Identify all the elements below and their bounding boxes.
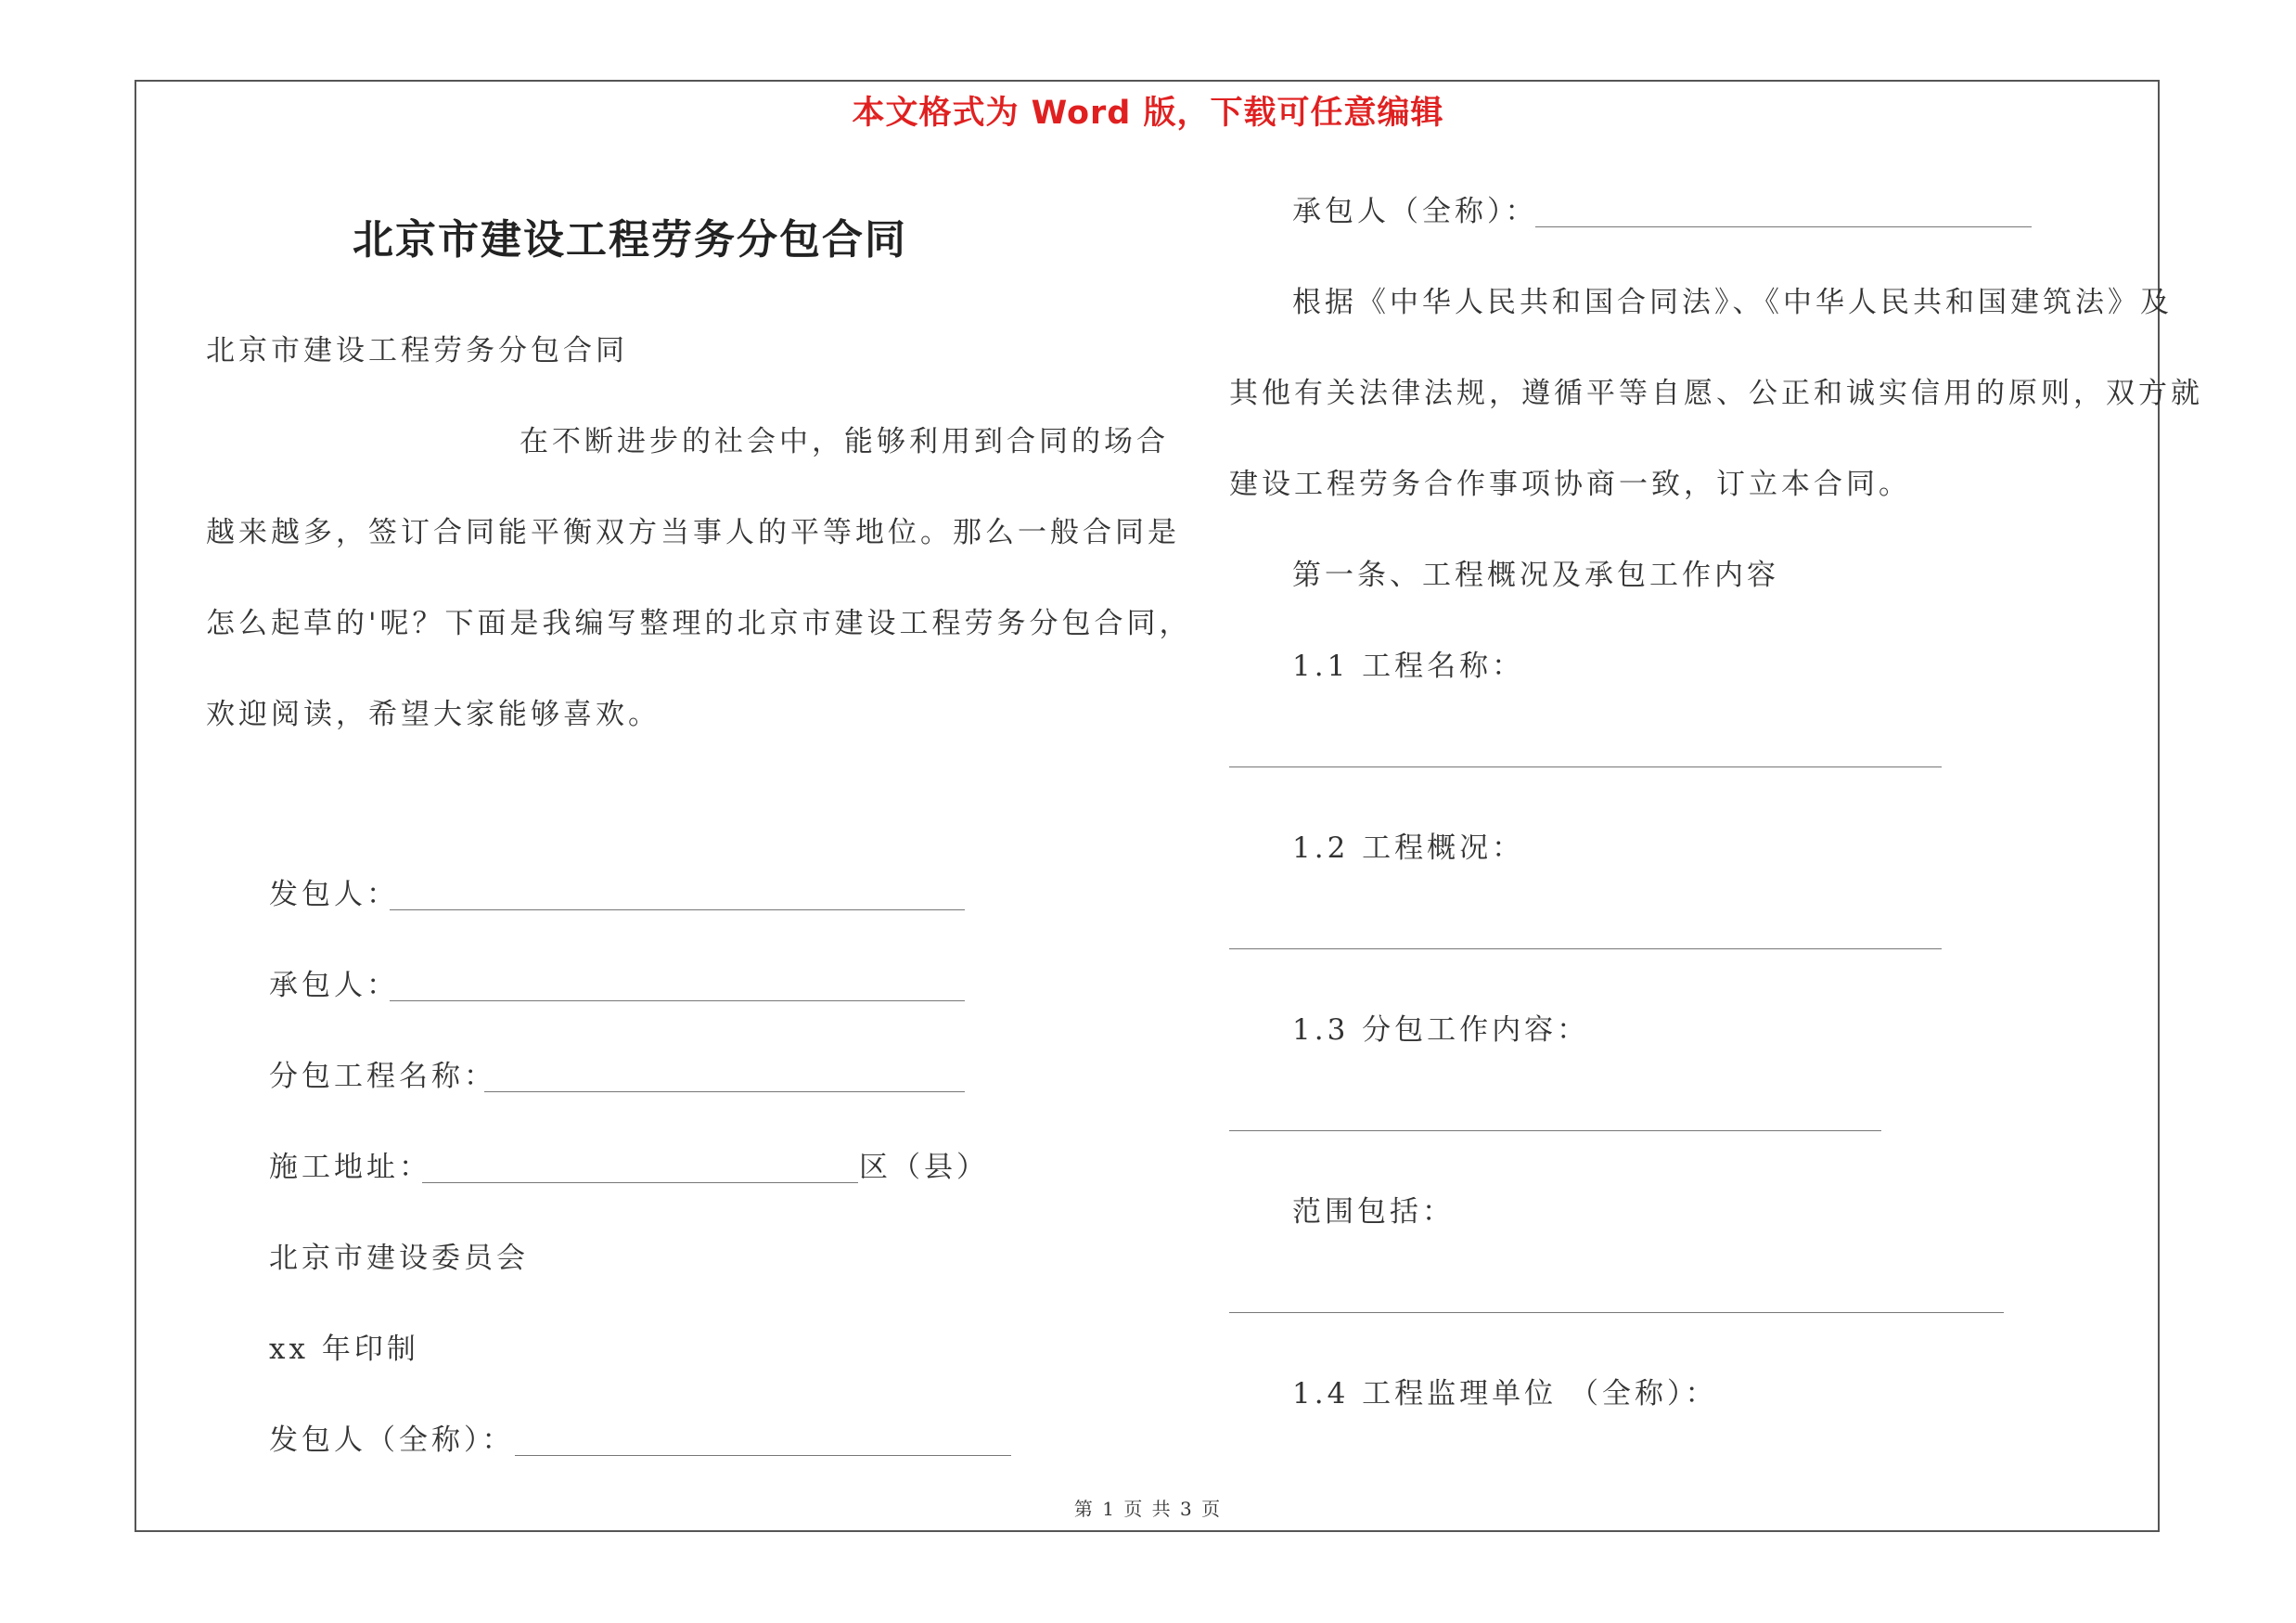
article-1-heading: 第一条、工程概况及承包工作内容 — [1292, 559, 1779, 592]
intro-line-1: 在不断进步的社会中，能够利用到合同的场合 — [519, 425, 1169, 458]
page-number-footer: 第 1 页 共 3 页 — [1073, 1498, 1223, 1520]
item-1-1-label: 1.1 工程名称： — [1292, 650, 1525, 683]
employer-label: 发包人： — [269, 878, 399, 911]
item-1-1-blank-line — [1229, 766, 1942, 767]
item-1-2-blank-line — [1229, 948, 1942, 949]
contractor-full-blank-line — [1535, 226, 2032, 227]
contractor-full-label: 承包人（全称）： — [1292, 195, 1538, 228]
scope-blank-line — [1229, 1312, 2004, 1313]
project-name-blank-line — [484, 1091, 965, 1092]
basis-line-2: 其他有关法律法规，遵循平等自愿、公正和诚实信用的原则，双方就 — [1229, 377, 2203, 410]
basis-line-3: 建设工程劳务合作事项协商一致，订立本合同。 — [1229, 468, 1911, 501]
item-1-2-label: 1.2 工程概况： — [1292, 831, 1525, 865]
left-subtitle: 北京市建设工程劳务分包合同 — [206, 334, 628, 367]
employer-full-blank-line — [515, 1455, 1011, 1456]
intro-line-2: 越来越多，签订合同能平衡双方当事人的平等地位。那么一般合同是 — [206, 516, 1180, 549]
printed-year-text: xx 年印制 — [269, 1333, 419, 1366]
item-1-3-blank-line — [1229, 1130, 1881, 1131]
address-blank-line — [422, 1182, 858, 1183]
issuer-text: 北京市建设委员会 — [269, 1242, 529, 1275]
word-format-banner: 本文格式为 Word 版，下载可任意编辑 — [852, 95, 1444, 132]
basis-line-1: 根据《中华人民共和国合同法》、《中华人民共和国建筑法》及 — [1292, 286, 2173, 319]
item-1-4-label: 1.4 工程监理单位 （全称）： — [1292, 1377, 1718, 1410]
district-suffix: 区（县） — [859, 1151, 989, 1184]
employer-full-label: 发包人（全称）： — [269, 1423, 515, 1457]
contractor-blank-line — [390, 1000, 965, 1001]
intro-line-4: 欢迎阅读，希望大家能够喜欢。 — [206, 698, 661, 731]
item-1-3-label: 1.3 分包工作内容： — [1292, 1013, 1590, 1047]
contractor-label: 承包人： — [269, 969, 399, 1002]
address-label: 施工地址： — [269, 1151, 431, 1184]
document-title: 北京市建设工程劳务分包合同 — [353, 216, 907, 264]
scope-label: 范围包括： — [1292, 1195, 1455, 1229]
project-name-label: 分包工程名称： — [269, 1060, 496, 1093]
intro-line-3: 怎么起草的'呢？下面是我编写整理的北京市建设工程劳务分包合同， — [206, 607, 1192, 640]
employer-blank-line — [390, 909, 965, 910]
